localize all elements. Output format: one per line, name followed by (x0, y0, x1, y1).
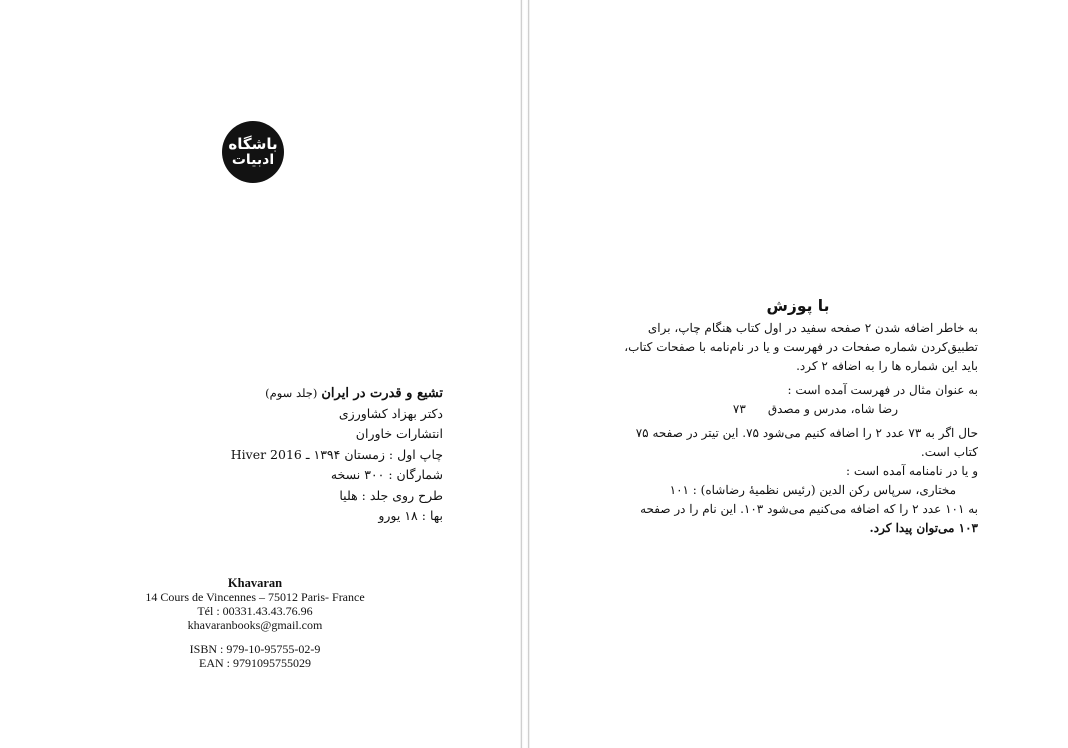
publisher-isbn: ISBN : 979-10-95755-02-9 (189, 642, 321, 656)
example-intro: به عنوان مثال در فهرست آمده است : (787, 383, 978, 397)
erratum-para2-line: حال اگر به ۷۳ عدد ۲ را اضافه کنیم می‌شود ۷۵. این تیتر در صفحه ۷۵ (635, 426, 978, 440)
book-title-line (143, 383, 443, 404)
example-entry-page: ۷۳ (732, 402, 746, 416)
right-page (530, 0, 1068, 748)
publisher-tel: Tél : 00331.43.43.76.96 (197, 604, 313, 618)
erratum-para2-line: کتاب است. (920, 445, 978, 459)
index-entry: مختاری، سرپاس رکن الدین (رئیس نظمیهٔ رضاشاه) : ۱۰۱ (669, 483, 956, 497)
book-author: دکتر بهزاد کشاورزی (338, 405, 443, 421)
book-volume: (جلد سوم) (265, 386, 318, 400)
index-intro: و یا در نامنامه آمده است : (846, 464, 978, 478)
erratum-heading: با پوزش (766, 297, 830, 315)
book-info (143, 383, 443, 527)
example-entry-title: رضا شاه، مدرس و مصدق (767, 402, 898, 416)
book-edition: چاپ اول : زمستان ۱۳۹۴ ـ Hiver 2016 (230, 446, 443, 462)
left-page (0, 0, 520, 748)
club-logo (222, 121, 284, 183)
page-gutter (520, 0, 530, 748)
erratum-para1-line: تطبیق‌کردن شماره صفحات در فهرست و یا در نام‌نامه با صفحات کتاب، (624, 340, 978, 354)
erratum-para3-line: ۱۰۳ می‌توان پیدا کرد. (869, 521, 978, 535)
publisher-name: Khavaran (227, 576, 283, 590)
book-publisher: انتشارات خاوران (355, 426, 443, 441)
book-print-run: شمارگان : ۳۰۰ نسخه (330, 467, 443, 482)
publisher-block (125, 576, 385, 670)
erratum-para1-line: باید این شماره ها را به اضافه ۲ کرد. (796, 359, 978, 373)
logo-text-line2: ادبیات (231, 151, 275, 168)
book-price: بها : ۱۸ یورو (378, 508, 443, 523)
book-cover-design: طرح روی جلد : هلیا (339, 487, 443, 503)
erratum-para1-line: به خاطر اضافه شدن ۲ صفحه سفید در اول کتاب هنگام چاپ، برای (647, 321, 978, 335)
publisher-address: 14 Cours de Vincennes – 75012 Paris- France (145, 590, 365, 604)
erratum-para3-line: به ۱۰۱ عدد ۲ را که اضافه می‌کنیم می‌شود ۱۰۳. این نام را در صفحه (640, 502, 978, 516)
book-title: تشیع و قدرت در ایران (321, 386, 443, 401)
logo-text-line1: باشگاه (228, 134, 278, 153)
erratum-notice (618, 293, 978, 538)
publisher-ean: EAN : 9791095755029 (199, 656, 311, 670)
publisher-email: khavaranbooks@gmail.com (187, 618, 323, 632)
example-toc-entry (618, 400, 978, 419)
